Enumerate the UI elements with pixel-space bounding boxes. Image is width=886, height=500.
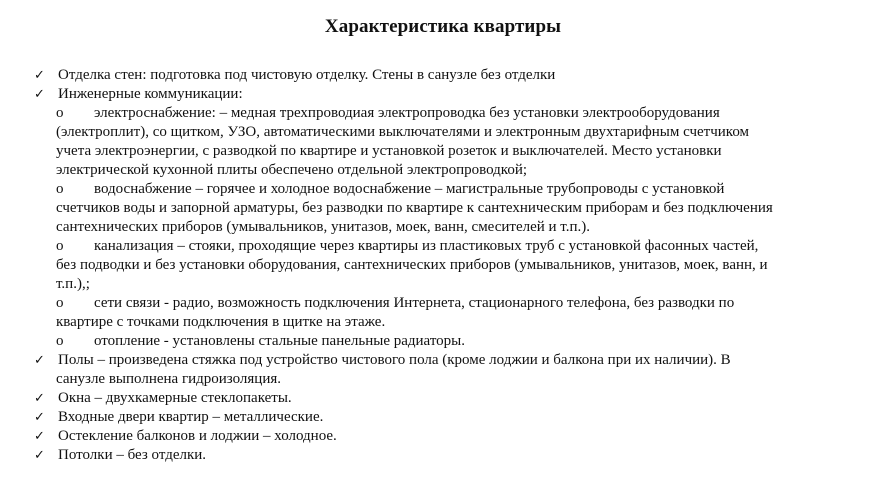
- bullet-icon: o: [56, 238, 64, 254]
- checkmark-icon: ✓: [34, 391, 45, 406]
- item-text: т.п.),;: [56, 276, 90, 292]
- sub-item-electricity-continued: [34, 161, 864, 180]
- apartment-features-list: [34, 66, 864, 465]
- item-text: Полы – произведена стяжка под устройство чистового пола (кроме лоджии и балкона при их наличии). В: [58, 352, 731, 368]
- item-text: санузле выполнена гидроизоляция.: [56, 371, 282, 387]
- item-text: сантехнических приборов (умывальников, унитазов, моек, ванн, смесителей и т.п.).: [56, 219, 591, 235]
- checkmark-icon: ✓: [34, 68, 45, 83]
- bullet-icon: o: [56, 105, 64, 121]
- item-text: водоснабжение – горячее и холодное водоснабжение – магистральные трубопроводы с установкой: [94, 181, 725, 197]
- sub-item-sewage-continued: [34, 275, 864, 294]
- item-text: электроснабжение: – медная трехпроводиая электропроводка без установки электрооборудования: [94, 105, 720, 121]
- list-item-walls: [34, 66, 864, 85]
- bullet-icon: o: [56, 181, 64, 197]
- item-text: учета электроэнергии, с разводкой по квартире и установкой розеток и выключателей. Место установки: [56, 143, 722, 159]
- sub-item-electricity-continued: [34, 123, 864, 142]
- item-text: Инженерные коммуникации:: [58, 86, 243, 102]
- checkmark-icon: ✓: [34, 429, 45, 444]
- item-text: Остекление балконов и лоджии – холодное.: [58, 428, 337, 444]
- page-title: Характеристика квартиры: [324, 16, 562, 37]
- sub-item-sewage-continued: [34, 256, 864, 275]
- item-text: Входные двери квартир – металлические.: [58, 409, 324, 425]
- item-text: канализация – стояки, проходящие через квартиры из пластиковых труб с установкой фасонных частей,: [94, 238, 759, 254]
- item-text: Потолки – без отделки.: [58, 447, 207, 463]
- sub-item-electricity: [34, 104, 864, 123]
- list-item-entrance-doors: [34, 408, 864, 427]
- sub-item-water-continued: [34, 218, 864, 237]
- item-text: (электроплит), со щитком, УЗО, автоматическими выключателями и электронным двухтарифным счетчиком: [56, 124, 750, 140]
- list-item-utilities: [34, 85, 864, 104]
- checkmark-icon: ✓: [34, 448, 45, 463]
- item-text: отопление - установлены стальные панельные радиаторы.: [94, 333, 466, 349]
- sub-item-heating: [34, 332, 864, 351]
- list-item-ceilings: [34, 446, 864, 465]
- sub-item-communications-continued: [34, 313, 864, 332]
- item-text: счетчиков воды и запорной арматуры, без разводки по квартире к сантехническим приборам и без подключения: [56, 200, 773, 216]
- checkmark-icon: ✓: [34, 353, 45, 368]
- sub-item-water-continued: [34, 199, 864, 218]
- bullet-icon: o: [56, 295, 64, 311]
- sub-item-sewage: [34, 237, 864, 256]
- list-item-floors-continued: [34, 370, 864, 389]
- sub-item-water: [34, 180, 864, 199]
- item-text: Отделка стен: подготовка под чистовую отделку. Стены в санузле без отделки: [58, 67, 556, 83]
- list-item-glazing: [34, 427, 864, 446]
- list-item-windows: [34, 389, 864, 408]
- sub-item-communications: [34, 294, 864, 313]
- item-text: квартире с точками подключения в щитке на этаже.: [56, 314, 386, 330]
- item-text: без подводки и без установки оборудования, сантехнических приборов (умывальников, унитазов, моек, ванн, и: [56, 257, 768, 273]
- checkmark-icon: ✓: [34, 87, 45, 102]
- item-text: Окна – двухкамерные стеклопакеты.: [58, 390, 292, 406]
- checkmark-icon: ✓: [34, 410, 45, 425]
- sub-item-electricity-continued: [34, 142, 864, 161]
- item-text: электрической кухонной плиты обеспечено отдельной электропроводкой;: [56, 162, 528, 178]
- bullet-icon: o: [56, 333, 64, 349]
- item-text: сети связи - радио, возможность подключения Интернета, стационарного телефона, без разводки по: [94, 295, 735, 311]
- list-item-floors: [34, 351, 864, 370]
